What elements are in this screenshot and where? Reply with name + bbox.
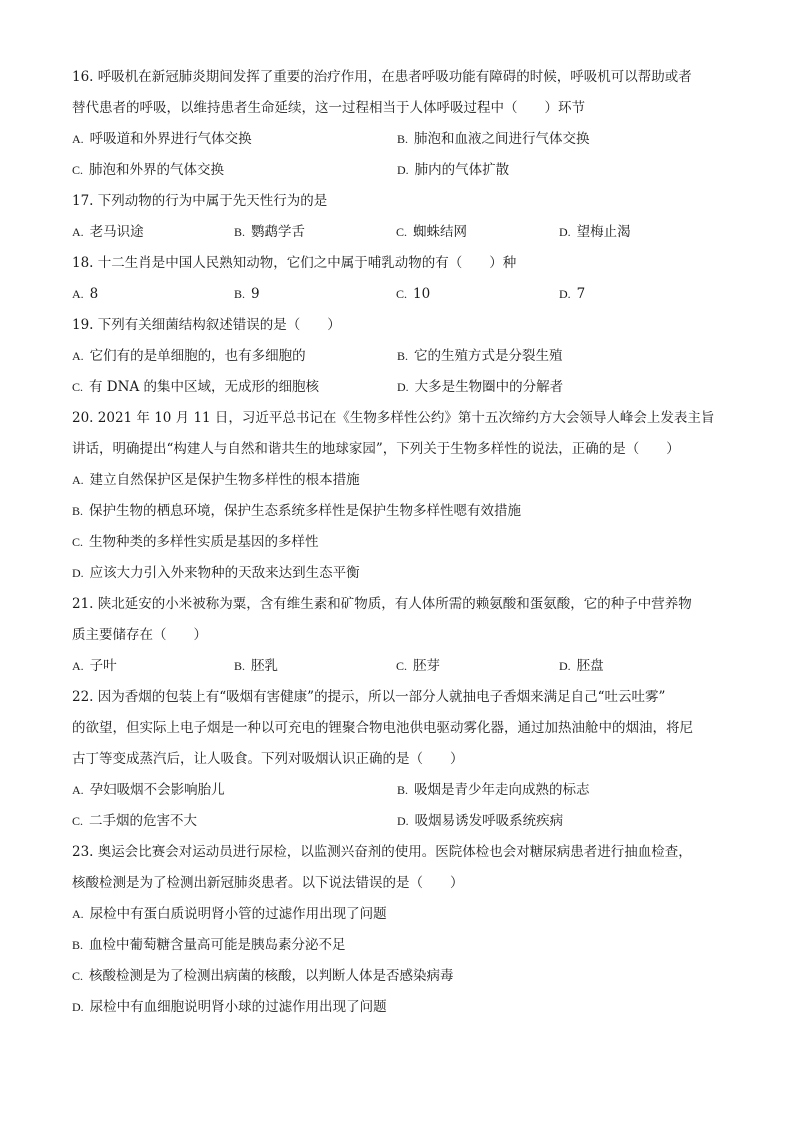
question-23 <box>72 837 722 1023</box>
question-21 <box>72 589 722 682</box>
option-text: 大多是生物圈中的分解者 <box>414 379 564 395</box>
option-letter: D. <box>72 566 84 580</box>
option-item <box>396 217 559 248</box>
option-text: 10 <box>413 286 431 302</box>
option-letter: C. <box>396 287 408 301</box>
option-text: 子叶 <box>89 658 117 674</box>
option-item <box>396 279 559 310</box>
question-stem-line: 22. 因为香烟的包装上有“吸烟有害健康”的提示，所以一部分人就抽电子香烟来满足自己“吐云吐雾” <box>72 689 666 705</box>
option-item <box>72 341 397 372</box>
option-letter: A. <box>72 473 84 487</box>
option-item <box>397 775 722 806</box>
question-stem-line: 的欲望，但实际上电子烟是一种以可充电的锂聚合物电池供电驱动雾化器，通过加热油舱中的烟油，将尼 <box>72 720 693 736</box>
option-letter: B. <box>234 659 246 673</box>
option-item <box>397 372 722 403</box>
options-group <box>72 341 722 403</box>
option-item <box>72 279 234 310</box>
option-item <box>72 155 397 186</box>
option-letter: A. <box>72 225 84 239</box>
option-letter: D. <box>397 163 409 177</box>
option-text: 老马识途 <box>89 224 144 240</box>
option-text: 它们有的是单细胞的，也有多细胞的 <box>89 348 306 364</box>
option-item <box>396 651 559 682</box>
option-item <box>234 217 396 248</box>
option-letter: B. <box>234 287 246 301</box>
option-text: 肺内的气体扩散 <box>414 162 510 178</box>
question-stem-line: 替代患者的呼吸，以维持患者生命延续，这一过程相当于人体呼吸过程中（ ）环节 <box>72 100 585 116</box>
question-stem-line: 核酸检测是为了检测出新冠肺炎患者。以下说法错误的是（ ） <box>72 875 464 891</box>
option-letter: A. <box>72 349 84 363</box>
option-item <box>72 496 722 527</box>
option-text: 8 <box>89 286 99 302</box>
option-text: 望梅止渴 <box>576 224 631 240</box>
option-item <box>559 279 722 310</box>
option-item <box>397 806 722 837</box>
options-group <box>72 279 722 310</box>
option-letter: B. <box>397 132 409 146</box>
option-letter: D. <box>559 287 571 301</box>
options-group <box>72 217 722 248</box>
option-text: 尿检中有蛋白质说明肾小管的过滤作用出现了问题 <box>89 906 387 922</box>
option-item <box>72 465 722 496</box>
question-stem-line: 23. 奥运会比赛会对运动员进行尿检，以监测兴奋剂的使用。医院体检也会对糖尿病患者进行抽血检查， <box>72 844 692 860</box>
option-item <box>72 930 722 961</box>
option-text: 呼吸道和外界进行气体交换 <box>89 131 252 147</box>
option-item <box>72 806 397 837</box>
question-18 <box>72 248 722 310</box>
option-letter: C. <box>72 380 84 394</box>
option-item <box>397 124 722 155</box>
option-text: 肺泡和血液之间进行气体交换 <box>414 131 590 147</box>
options-group <box>72 465 722 589</box>
option-text: 建立自然保护区是保护生物多样性的根本措施 <box>89 472 360 488</box>
option-letter: D. <box>397 380 409 394</box>
option-item <box>559 217 722 248</box>
option-letter: A. <box>72 907 84 921</box>
question-stem-line: 讲话，明确提出“构建人与自然和谐共生的地球家园”，下列关于生物多样性的说法，正确的是（ ） <box>72 441 680 457</box>
question-stem-line: 21. 陕北延安的小米被称为粟，含有维生素和矿物质，有人体所需的赖氨酸和蛋氨酸，它的种子中营养物 <box>72 596 692 612</box>
option-text: 肺泡和外界的气体交换 <box>89 162 225 178</box>
question-stem-line: 18. 十二生肖是中国人民熟知动物，它们之中属于哺乳动物的有（ ）种 <box>72 255 517 271</box>
option-text: 有 DNA 的集中区域，无成形的细胞核 <box>89 379 319 395</box>
option-letter: B. <box>72 938 84 952</box>
option-text: 7 <box>576 286 586 302</box>
question-20 <box>72 403 722 589</box>
option-item <box>234 651 396 682</box>
option-item <box>72 217 234 248</box>
question-stem-line: 质主要储存在（ ） <box>72 627 207 643</box>
option-text: 胚芽 <box>413 658 441 674</box>
option-letter: B. <box>72 504 84 518</box>
option-text: 应该大力引入外来物种的天敌来达到生态平衡 <box>89 565 360 581</box>
question-stem-line: 17. 下列动物的行为中属于先天性行为的是 <box>72 193 328 209</box>
option-letter: A. <box>72 132 84 146</box>
option-letter: C. <box>72 163 84 177</box>
question-stem-line: 16. 呼吸机在新冠肺炎期间发挥了重要的治疗作用，在患者呼吸功能有障碍的时候，呼吸机可以帮助或者 <box>72 69 692 85</box>
option-text: 保护生物的栖息环境，保护生态系统多样性是保护生物多样性嗯有效措施 <box>89 503 522 519</box>
option-text: 胚盘 <box>576 658 604 674</box>
option-text: 它的生殖方式是分裂生殖 <box>414 348 563 364</box>
option-text: 9 <box>251 286 260 302</box>
option-text: 蜘蛛结网 <box>413 224 468 240</box>
option-letter: D. <box>397 814 409 828</box>
option-item <box>72 961 722 992</box>
question-stem-line: 19. 下列有关细菌结构叙述错误的是（ ） <box>72 317 341 333</box>
question-17 <box>72 186 722 248</box>
option-letter: C. <box>396 659 408 673</box>
option-item <box>72 372 397 403</box>
exam-page <box>72 62 722 1023</box>
question-16 <box>72 62 722 186</box>
option-item <box>397 155 722 186</box>
option-text: 吸烟易诱发呼吸系统疾病 <box>414 813 564 829</box>
option-item <box>72 558 722 589</box>
option-item <box>72 992 722 1023</box>
option-item <box>72 124 397 155</box>
option-text: 二手烟的危害不大 <box>89 813 198 829</box>
question-stem-line: 20. 2021 年 10 月 11 日，习近平总书记在《生物多样性公约》第十五次缔约方大会领导人峰会上发表主旨 <box>72 410 715 426</box>
option-letter: B. <box>234 225 246 239</box>
option-item <box>72 899 722 930</box>
option-item <box>559 651 722 682</box>
option-letter: A. <box>72 783 84 797</box>
option-text: 血检中葡萄糖含量高可能是胰岛素分泌不足 <box>89 937 346 953</box>
option-letter: D. <box>559 659 571 673</box>
options-group <box>72 651 722 682</box>
option-text: 核酸检测是为了检测出病菌的核酸，以判断人体是否感染病毒 <box>89 968 454 984</box>
question-19 <box>72 310 722 403</box>
option-letter: D. <box>559 225 571 239</box>
option-letter: A. <box>72 287 84 301</box>
option-item <box>72 775 397 806</box>
option-item <box>397 341 722 372</box>
option-letter: C. <box>72 535 84 549</box>
options-group <box>72 124 722 186</box>
option-letter: C. <box>396 225 408 239</box>
option-letter: A. <box>72 659 84 673</box>
option-letter: C. <box>72 814 84 828</box>
option-text: 尿检中有血细胞说明肾小球的过滤作用出现了问题 <box>89 999 387 1015</box>
option-letter: B. <box>397 783 409 797</box>
question-22 <box>72 682 722 837</box>
option-item <box>72 527 722 558</box>
options-group <box>72 899 722 1023</box>
option-text: 吸烟是青少年走向成熟的标志 <box>414 782 590 798</box>
option-text: 生物种类的多样性实质是基因的多样性 <box>89 534 319 550</box>
option-letter: B. <box>397 349 409 363</box>
option-text: 孕妇吸烟不会影响胎儿 <box>89 782 225 798</box>
options-group <box>72 775 722 837</box>
option-text: 鹦鹉学舌 <box>251 224 306 240</box>
option-text: 胚乳 <box>251 658 279 674</box>
option-item <box>234 279 396 310</box>
option-letter: D. <box>72 1000 84 1014</box>
question-stem-line: 古丁等变成蒸汽后，让人吸食。下列对吸烟认识正确的是（ ） <box>72 751 464 767</box>
option-letter: C. <box>72 969 84 983</box>
option-item <box>72 651 234 682</box>
